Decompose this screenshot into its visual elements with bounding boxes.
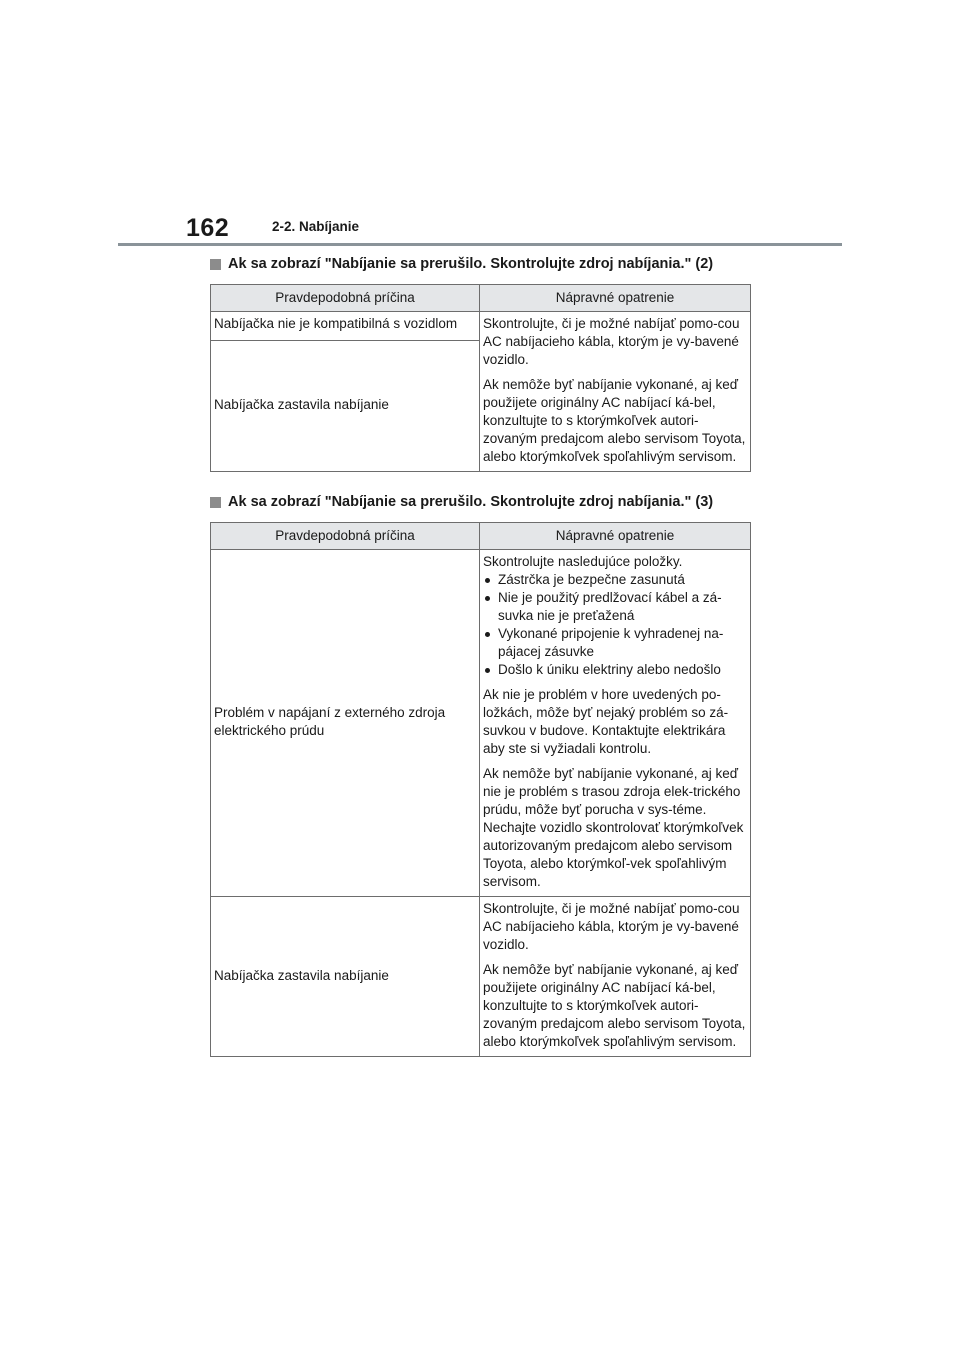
- cause-cell: Problém v napájaní z externého zdroja elektrického prúdu: [211, 550, 480, 897]
- remedy-paragraph: Skontrolujte, či je možné nabíjať pomo-cou AC nabíjacieho kábla, ktorým je vy-bavené vozidlo.: [483, 901, 740, 952]
- heading-text: Ak sa zobrazí "Nabíjanie sa prerušilo. Skontrolujte zdroj nabíjania." (2): [228, 256, 714, 272]
- remedy-cell: [480, 550, 751, 897]
- table-row: [211, 550, 751, 897]
- remedy-intro: Skontrolujte nasledujúce položky.: [483, 554, 683, 569]
- section-heading-3: [210, 494, 713, 510]
- troubleshooting-table-3: [210, 522, 751, 1057]
- remedy-paragraph: Skontrolujte, či je možné nabíjať pomo-cou AC nabíjacieho kábla, ktorým je vy-bavené vozidlo.: [483, 316, 740, 367]
- table-header-row: [211, 523, 751, 550]
- remedy-paragraph: Ak nemôže byť nabíjanie vykonané, aj keď použijete originálny AC nabíjací ká-bel, konzultujte to s ktorýmkoľvek autori-zovaným predajcom alebo servisom Toyota, alebo ktorýmkoľvek spoľahlivým servisom.: [483, 377, 746, 464]
- check-list: [483, 571, 746, 679]
- troubleshooting-table-2: [210, 284, 751, 472]
- remedy-cell: [480, 312, 751, 472]
- remedy-paragraph: Ak nemôže byť nabíjanie vykonané, aj keď nie je problém s trasou zdroja elek-trického prúdu, môže byť porucha v sys-téme. Nechajte vozidlo skontrolovať ktorýmkoľvek autorizovaným predajcom alebo servisom Toyota, alebo ktorýmkoľ-vek spoľahlivým servisom.: [483, 766, 744, 889]
- header-divider: [118, 243, 842, 246]
- table-row: [211, 897, 751, 1057]
- square-bullet-icon: [210, 497, 221, 508]
- column-header-remedy: Nápravné opatrenie: [480, 523, 751, 550]
- list-item: Nie je použitý predlžovací kábel a zá-suvka nie je preťažená: [483, 589, 746, 625]
- column-header-remedy: Nápravné opatrenie: [480, 285, 751, 312]
- heading-text: Ak sa zobrazí "Nabíjanie sa prerušilo. Skontrolujte zdroj nabíjania." (3): [228, 494, 714, 510]
- remedy-cell: [480, 897, 751, 1057]
- cause-cell: Nabíjačka zastavila nabíjanie: [211, 341, 480, 472]
- column-header-cause: Pravdepodobná príčina: [211, 523, 480, 550]
- cause-cell: Nabíjačka zastavila nabíjanie: [211, 897, 480, 1057]
- list-item: Zástrčka je bezpečne zasunutá: [483, 571, 746, 589]
- remedy-paragraph: Ak nie je problém v hore uvedených po-ložkách, môže byť nejaký problém so zá-suvkou v budove. Kontaktujte elektrikára aby ste si vyžiadali kontrolu.: [483, 687, 729, 756]
- list-item: Vykonané pripojenie k vyhradenej na-pájacej zásuvke: [483, 625, 746, 661]
- page-number: 162: [186, 214, 230, 242]
- table-row: [211, 312, 751, 341]
- column-header-cause: Pravdepodobná príčina: [211, 285, 480, 312]
- section-title: 2-2. Nabíjanie: [272, 219, 360, 234]
- table-header-row: [211, 285, 751, 312]
- section-heading-2: [210, 256, 713, 272]
- list-item: Došlo k úniku elektriny alebo nedošlo: [483, 661, 746, 679]
- cause-cell: Nabíjačka nie je kompatibilná s vozidlom: [211, 312, 480, 341]
- square-bullet-icon: [210, 259, 221, 270]
- remedy-paragraph: Ak nemôže byť nabíjanie vykonané, aj keď použijete originálny AC nabíjací ká-bel, konzultujte to s ktorýmkoľvek autori-zovaným predajcom alebo servisom Toyota, alebo ktorýmkoľvek spoľahlivým servisom.: [483, 962, 746, 1049]
